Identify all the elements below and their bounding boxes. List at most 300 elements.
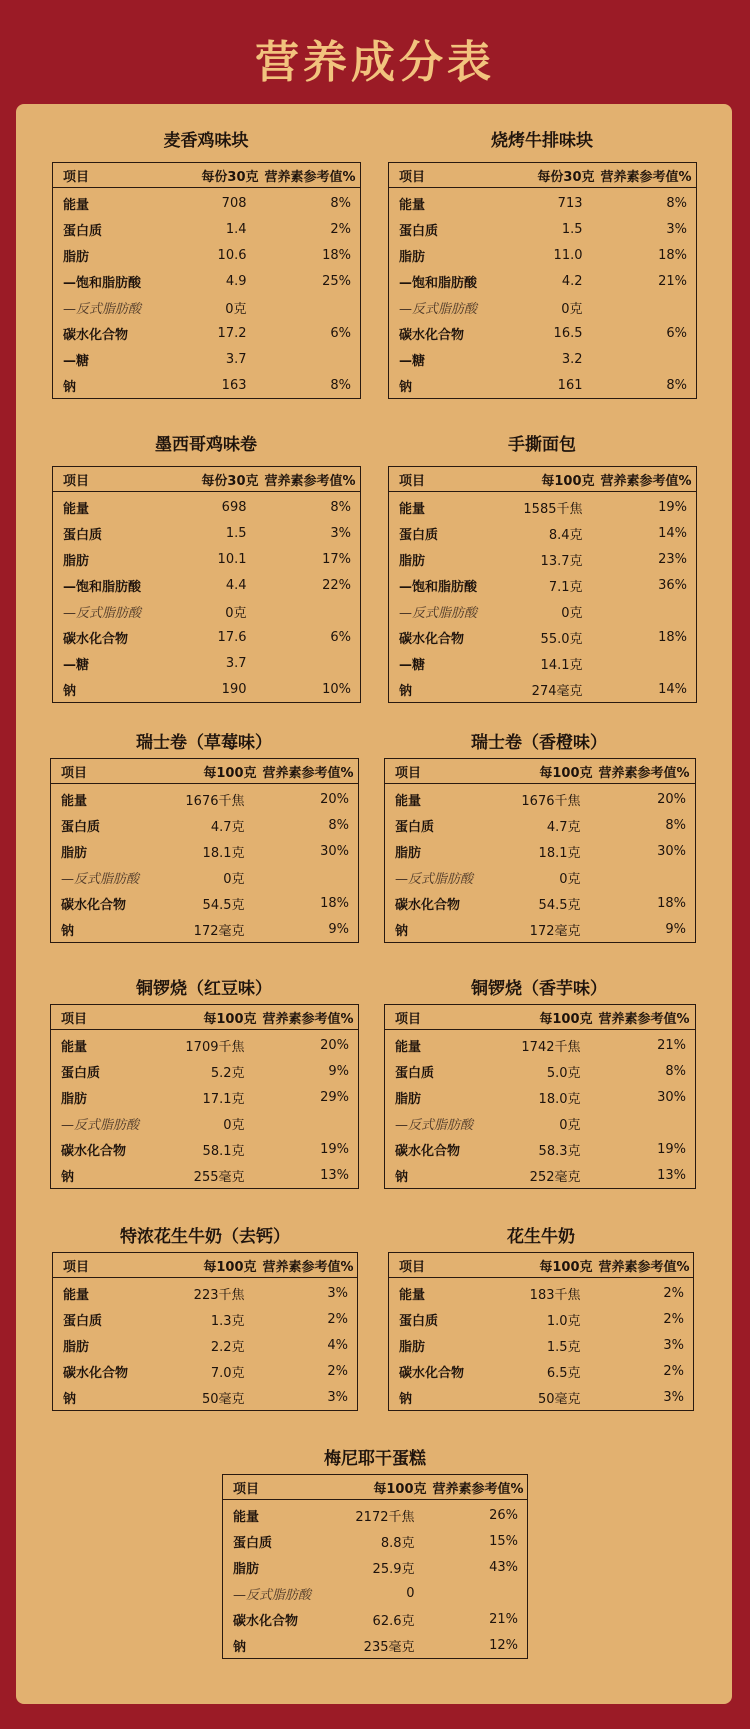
nutrient-nrv: 3% <box>663 1337 684 1353</box>
nutrient-name: 能量 <box>399 501 426 517</box>
nutrient-nrv <box>601 294 697 320</box>
table-row <box>51 916 359 943</box>
nutrient-nrv: 21% <box>658 273 687 289</box>
column-header: 营养素参考值% <box>265 163 361 188</box>
nutrient-name: 能量 <box>399 1287 426 1303</box>
table-row <box>223 1554 528 1580</box>
column-header: 项目 <box>389 1253 493 1278</box>
nutrient-nrv: 2% <box>663 1311 684 1327</box>
nutrient-amount: 4.7克 <box>210 819 245 835</box>
nutrient-amount: 161 <box>557 377 583 393</box>
nutrient-amount: 5.2克 <box>210 1065 245 1081</box>
column-header: 项目 <box>53 467 158 492</box>
table-row <box>385 1110 696 1136</box>
nutrient-nrv: 18% <box>322 247 351 263</box>
table-row <box>53 650 361 676</box>
table-header-row <box>51 759 359 784</box>
nutrient-name: 碳水化合物 <box>395 1143 461 1159</box>
nutrient-amount: 0克 <box>559 871 581 887</box>
column-header: 项目 <box>389 467 494 492</box>
nutrient-nrv: 8% <box>328 817 349 833</box>
nutrient-name: 碳水化合物 <box>63 631 129 647</box>
nutrient-name: 能量 <box>395 1039 422 1055</box>
column-header: 每份30克 <box>494 163 601 188</box>
table-row <box>223 1632 528 1659</box>
nutrient-nrv: 30% <box>320 843 349 859</box>
nutrient-name: 钠 <box>399 379 413 395</box>
table-row <box>53 492 361 521</box>
nutrient-nrv: 3% <box>327 1285 348 1301</box>
nutrient-name: 能量 <box>61 793 88 809</box>
nutrient-nrv: 3% <box>666 221 687 237</box>
nutrition-table <box>384 758 696 943</box>
table-row <box>389 572 697 598</box>
nutrient-nrv: 17% <box>322 551 351 567</box>
nutrient-amount: 11.0 <box>553 247 583 263</box>
table-row <box>389 320 697 346</box>
table-row <box>385 812 696 838</box>
nutrient-nrv: 8% <box>666 377 687 393</box>
column-header: 每100克 <box>494 467 601 492</box>
nutrient-nrv: 13% <box>657 1167 686 1183</box>
nutrient-amount: 172毫克 <box>193 923 245 939</box>
column-header: 项目 <box>223 1475 327 1500</box>
nutrient-amount: 274毫克 <box>531 683 583 699</box>
nutrient-name: —反式脂肪酸 <box>395 871 474 887</box>
nutrient-name: 钠 <box>63 683 77 699</box>
nutrient-amount: 0克 <box>561 605 583 621</box>
column-header: 营养素参考值% <box>263 1005 359 1030</box>
nutrient-amount: 0克 <box>223 1117 245 1133</box>
nutrient-amount: 18.0克 <box>538 1091 581 1107</box>
nutrient-name: —饱和脂肪酸 <box>399 275 478 291</box>
table-row <box>53 546 361 572</box>
table-row <box>389 1358 694 1384</box>
nutrient-amount: 163 <box>221 377 247 393</box>
table-row <box>51 1058 359 1084</box>
nutrient-amount: 17.2 <box>217 325 247 341</box>
column-header: 项目 <box>51 759 156 784</box>
column-header: 项目 <box>385 1005 491 1030</box>
table-row <box>389 346 697 372</box>
table-row <box>389 372 697 399</box>
nutrient-amount: 6.5克 <box>546 1365 581 1381</box>
nutrient-nrv: 19% <box>657 1141 686 1157</box>
nutrient-name: 能量 <box>63 197 90 213</box>
nutrient-nrv: 2% <box>327 1311 348 1327</box>
nutrient-nrv: 2% <box>327 1363 348 1379</box>
nutrient-nrv: 20% <box>657 791 686 807</box>
column-header: 项目 <box>53 1253 157 1278</box>
nutrient-amount: 0克 <box>559 1117 581 1133</box>
nutrient-name: 能量 <box>61 1039 88 1055</box>
nutrient-amount: 3.2 <box>561 351 583 367</box>
nutrient-nrv: 3% <box>327 1389 348 1405</box>
nutrient-amount: 10.1 <box>217 551 247 567</box>
table-row <box>53 624 361 650</box>
nutrient-nrv <box>601 650 697 676</box>
nutrition-table <box>52 466 361 703</box>
nutrition-table <box>388 466 697 703</box>
nutrient-amount: 54.5克 <box>202 897 245 913</box>
table-title: 瑞士卷（香橙味） <box>471 733 607 753</box>
nutrient-amount: 1.4 <box>225 221 247 237</box>
column-header: 营养素参考值% <box>263 1253 358 1278</box>
nutrient-amount: 13.7克 <box>540 553 583 569</box>
nutrient-name: —糖 <box>399 657 426 673</box>
table-row <box>53 216 361 242</box>
nutrient-nrv: 29% <box>320 1089 349 1105</box>
nutrient-nrv: 8% <box>330 195 351 211</box>
table-row <box>385 916 696 943</box>
nutrient-nrv: 2% <box>330 221 351 237</box>
nutrient-name: —反式脂肪酸 <box>63 301 142 317</box>
nutrient-name: 钠 <box>63 1391 77 1407</box>
nutrient-nrv <box>265 294 361 320</box>
nutrient-name: —饱和脂肪酸 <box>63 275 142 291</box>
nutrient-amount: 698 <box>221 499 247 515</box>
table-header-row <box>51 1005 359 1030</box>
nutrient-nrv: 8% <box>666 195 687 211</box>
nutrient-amount: 1.5 <box>225 525 247 541</box>
nutrient-name: 蛋白质 <box>395 1065 435 1081</box>
nutrient-nrv: 30% <box>657 1089 686 1105</box>
column-header: 每100克 <box>157 1253 263 1278</box>
table-header-row <box>389 1253 694 1278</box>
nutrient-nrv: 19% <box>320 1141 349 1157</box>
nutrient-amount: 0克 <box>225 605 247 621</box>
nutrient-nrv <box>263 1110 359 1136</box>
nutrition-table <box>50 758 359 943</box>
nutrient-nrv: 3% <box>663 1389 684 1405</box>
nutrient-nrv: 6% <box>330 325 351 341</box>
nutrient-nrv: 25% <box>322 273 351 289</box>
nutrient-name: 碳水化合物 <box>63 1365 129 1381</box>
nutrient-name: 碳水化合物 <box>233 1613 299 1629</box>
table-row <box>53 242 361 268</box>
nutrient-name: 蛋白质 <box>61 1065 101 1081</box>
column-header: 营养素参考值% <box>599 1253 694 1278</box>
table-row <box>51 1110 359 1136</box>
nutrient-amount: 4.4 <box>225 577 247 593</box>
table-row <box>51 1084 359 1110</box>
column-header: 项目 <box>53 163 158 188</box>
table-row <box>389 294 697 320</box>
table-row <box>385 838 696 864</box>
table-row <box>389 546 697 572</box>
nutrient-nrv: 20% <box>320 1037 349 1053</box>
table-row <box>389 650 697 676</box>
column-header: 每100克 <box>491 759 599 784</box>
column-header: 项目 <box>389 163 494 188</box>
table-title: 瑞士卷（草莓味） <box>136 733 272 753</box>
nutrient-nrv: 21% <box>657 1037 686 1053</box>
nutrient-amount: 255毫克 <box>193 1169 245 1185</box>
nutrient-amount: 7.0克 <box>210 1365 245 1381</box>
nutrient-name: 钠 <box>61 923 75 939</box>
table-header-row <box>53 1253 358 1278</box>
table-row <box>53 1358 358 1384</box>
nutrient-nrv <box>601 598 697 624</box>
nutrient-name: —糖 <box>63 353 90 369</box>
nutrient-name: 蛋白质 <box>399 1313 439 1329</box>
table-row <box>51 838 359 864</box>
table-row <box>53 1278 358 1307</box>
table-title: 梅尼耶干蛋糕 <box>324 1449 426 1469</box>
nutrient-amount: 25.9克 <box>372 1561 415 1577</box>
nutrient-name: 蛋白质 <box>233 1535 273 1551</box>
nutrient-amount: 50毫克 <box>201 1391 245 1407</box>
nutrient-name: 碳水化合物 <box>395 897 461 913</box>
table-header-row <box>389 163 697 188</box>
table-row <box>389 216 697 242</box>
nutrient-nrv: 2% <box>663 1363 684 1379</box>
table-row <box>389 1384 694 1411</box>
nutrient-name: 脂肪 <box>63 1339 90 1355</box>
nutrient-name: 蛋白质 <box>399 223 439 239</box>
nutrient-name: 能量 <box>399 197 426 213</box>
table-title: 烧烤牛排味块 <box>491 131 593 151</box>
nutrient-amount: 3.7 <box>225 655 247 671</box>
nutrient-nrv: 22% <box>322 577 351 593</box>
nutrient-name: 钠 <box>61 1169 75 1185</box>
nutrient-amount: 1742千焦 <box>521 1039 581 1055</box>
nutrient-nrv <box>601 346 697 372</box>
nutrient-name: 能量 <box>233 1509 260 1525</box>
nutrient-nrv: 3% <box>330 525 351 541</box>
nutrient-name: —反式脂肪酸 <box>395 1117 474 1133</box>
nutrient-amount: 708 <box>221 195 247 211</box>
column-header: 每100克 <box>156 1005 263 1030</box>
nutrient-amount: 7.1克 <box>548 579 583 595</box>
nutrient-nrv: 9% <box>328 1063 349 1079</box>
nutrient-nrv <box>263 864 359 890</box>
nutrient-amount: 55.0克 <box>540 631 583 647</box>
table-row <box>53 520 361 546</box>
table-row <box>51 1030 359 1059</box>
nutrient-nrv: 2% <box>663 1285 684 1301</box>
nutrient-amount: 62.6克 <box>372 1613 415 1629</box>
nutrient-nrv: 43% <box>489 1559 518 1575</box>
nutrient-nrv: 8% <box>665 1063 686 1079</box>
nutrient-amount: 8.4克 <box>548 527 583 543</box>
nutrient-nrv: 18% <box>658 247 687 263</box>
table-row <box>51 890 359 916</box>
table-row <box>389 492 697 521</box>
nutrient-amount: 10.6 <box>217 247 247 263</box>
nutrition-table <box>50 1004 359 1189</box>
table-row <box>53 294 361 320</box>
nutrient-amount: 235毫克 <box>363 1639 415 1655</box>
table-row <box>389 1278 694 1307</box>
column-header: 营养素参考值% <box>263 759 359 784</box>
nutrient-name: —反式脂肪酸 <box>63 605 142 621</box>
nutrient-nrv: 19% <box>658 499 687 515</box>
page-title: 营养成分表 <box>255 37 495 88</box>
nutrient-name: 脂肪 <box>399 1339 426 1355</box>
table-row <box>53 1306 358 1332</box>
nutrient-name: —糖 <box>63 657 90 673</box>
nutrient-nrv: 10% <box>322 681 351 697</box>
table-row <box>389 676 697 703</box>
nutrient-amount: 1.5克 <box>546 1339 581 1355</box>
nutrient-nrv: 8% <box>330 499 351 515</box>
nutrient-nrv: 36% <box>658 577 687 593</box>
table-row <box>53 320 361 346</box>
nutrient-name: 脂肪 <box>395 845 422 861</box>
nutrient-name: 蛋白质 <box>63 527 103 543</box>
table-row <box>53 268 361 294</box>
table-row <box>51 812 359 838</box>
column-header: 营养素参考值% <box>599 1005 696 1030</box>
nutrient-name: 钠 <box>399 683 413 699</box>
table-row <box>53 1332 358 1358</box>
table-header-row <box>389 467 697 492</box>
nutrient-nrv: 18% <box>658 629 687 645</box>
nutrient-nrv: 8% <box>330 377 351 393</box>
table-row <box>51 864 359 890</box>
nutrient-amount: 18.1克 <box>538 845 581 861</box>
table-row <box>53 346 361 372</box>
column-header: 每100克 <box>156 759 263 784</box>
nutrient-nrv: 23% <box>658 551 687 567</box>
column-header: 营养素参考值% <box>599 759 696 784</box>
nutrient-amount: 4.9 <box>225 273 247 289</box>
table-row <box>51 784 359 813</box>
nutrient-nrv: 9% <box>665 921 686 937</box>
table-row <box>389 242 697 268</box>
table-row <box>389 268 697 294</box>
nutrient-nrv: 6% <box>330 629 351 645</box>
table-row <box>385 1084 696 1110</box>
nutrient-amount: 1676千焦 <box>185 793 245 809</box>
nutrient-name: 脂肪 <box>399 249 426 265</box>
table-title: 墨西哥鸡味卷 <box>155 435 257 455</box>
nutrient-name: 碳水化合物 <box>399 1365 465 1381</box>
nutrient-amount: 183千焦 <box>529 1287 581 1303</box>
nutrient-amount: 0克 <box>225 301 247 317</box>
column-header: 营养素参考值% <box>265 467 361 492</box>
nutrient-name: 脂肪 <box>61 1091 88 1107</box>
nutrient-amount: 1709千焦 <box>185 1039 245 1055</box>
nutrient-name: 钠 <box>233 1639 247 1655</box>
nutrient-name: 碳水化合物 <box>399 327 465 343</box>
nutrient-amount: 1676千焦 <box>521 793 581 809</box>
table-row <box>389 1306 694 1332</box>
nutrient-amount: 54.5克 <box>538 897 581 913</box>
nutrient-name: 能量 <box>63 1287 90 1303</box>
nutrient-amount: 17.1克 <box>202 1091 245 1107</box>
nutrient-nrv <box>265 346 361 372</box>
table-row <box>223 1606 528 1632</box>
table-row <box>385 1030 696 1059</box>
nutrient-nrv: 9% <box>328 921 349 937</box>
nutrient-amount: 17.6 <box>217 629 247 645</box>
column-header: 每份30克 <box>158 163 265 188</box>
table-title: 花生牛奶 <box>507 1227 575 1247</box>
table-title: 铜锣烧（香芋味） <box>471 979 607 999</box>
nutrient-nrv: 15% <box>489 1533 518 1549</box>
table-row <box>53 676 361 703</box>
table-title: 特浓花生牛奶（去钙） <box>120 1227 290 1247</box>
nutrition-table <box>52 1252 358 1411</box>
column-header: 营养素参考值% <box>601 163 697 188</box>
nutrient-amount: 2.2克 <box>210 1339 245 1355</box>
nutrient-name: 蛋白质 <box>63 1313 103 1329</box>
nutrient-amount: 190 <box>221 681 247 697</box>
nutrient-amount: 58.1克 <box>202 1143 245 1159</box>
nutrient-nrv: 30% <box>657 843 686 859</box>
nutrient-name: 脂肪 <box>63 553 90 569</box>
nutrient-nrv: 14% <box>658 681 687 697</box>
table-row <box>51 1162 359 1189</box>
nutrient-name: 钠 <box>395 1169 409 1185</box>
column-header: 项目 <box>385 759 491 784</box>
nutrient-nrv: 14% <box>658 525 687 541</box>
nutrient-amount: 713 <box>557 195 583 211</box>
nutrient-nrv <box>265 650 361 676</box>
column-header: 营养素参考值% <box>433 1475 528 1500</box>
table-row <box>53 572 361 598</box>
nutrient-name: —饱和脂肪酸 <box>399 579 478 595</box>
nutrient-nrv: 12% <box>489 1637 518 1653</box>
nutrient-amount: 1.5 <box>561 221 583 237</box>
nutrient-amount: 1.3克 <box>210 1313 245 1329</box>
nutrient-amount: 4.7克 <box>546 819 581 835</box>
nutrient-name: —反式脂肪酸 <box>233 1587 312 1603</box>
nutrient-name: 能量 <box>395 793 422 809</box>
nutrient-name: —反式脂肪酸 <box>399 301 478 317</box>
nutrient-nrv <box>599 864 696 890</box>
table-row <box>389 520 697 546</box>
nutrient-name: 钠 <box>399 1391 413 1407</box>
table-row <box>385 890 696 916</box>
nutrition-table <box>384 1004 696 1189</box>
nutrient-name: 蛋白质 <box>63 223 103 239</box>
table-row <box>385 784 696 813</box>
nutrient-name: 脂肪 <box>399 553 426 569</box>
nutrient-nrv <box>433 1580 528 1606</box>
nutrient-amount: 14.1克 <box>540 657 583 673</box>
table-row <box>223 1580 528 1606</box>
nutrient-name: 碳水化合物 <box>61 897 127 913</box>
table-row <box>53 598 361 624</box>
nutrient-amount: 172毫克 <box>529 923 581 939</box>
nutrient-name: —反式脂肪酸 <box>399 605 478 621</box>
nutrient-nrv: 4% <box>327 1337 348 1353</box>
nutrition-table <box>388 162 697 399</box>
nutrient-amount: 0克 <box>223 871 245 887</box>
nutrient-name: —饱和脂肪酸 <box>63 579 142 595</box>
nutrient-name: 脂肪 <box>63 249 90 265</box>
nutrient-nrv <box>265 598 361 624</box>
nutrient-name: 蛋白质 <box>399 527 439 543</box>
nutrient-amount: 50毫克 <box>537 1391 581 1407</box>
nutrient-amount: 16.5 <box>553 325 583 341</box>
nutrient-name: 钠 <box>395 923 409 939</box>
nutrient-name: 钠 <box>63 379 77 395</box>
nutrient-nrv <box>599 1110 696 1136</box>
column-header: 项目 <box>51 1005 156 1030</box>
nutrient-nrv: 26% <box>489 1507 518 1523</box>
table-title: 手撕面包 <box>508 435 576 455</box>
table-row <box>385 864 696 890</box>
nutrient-nrv: 18% <box>320 895 349 911</box>
nutrient-name: 碳水化合物 <box>63 327 129 343</box>
nutrient-amount: 58.3克 <box>538 1143 581 1159</box>
table-row <box>385 1136 696 1162</box>
table-row <box>385 1162 696 1189</box>
